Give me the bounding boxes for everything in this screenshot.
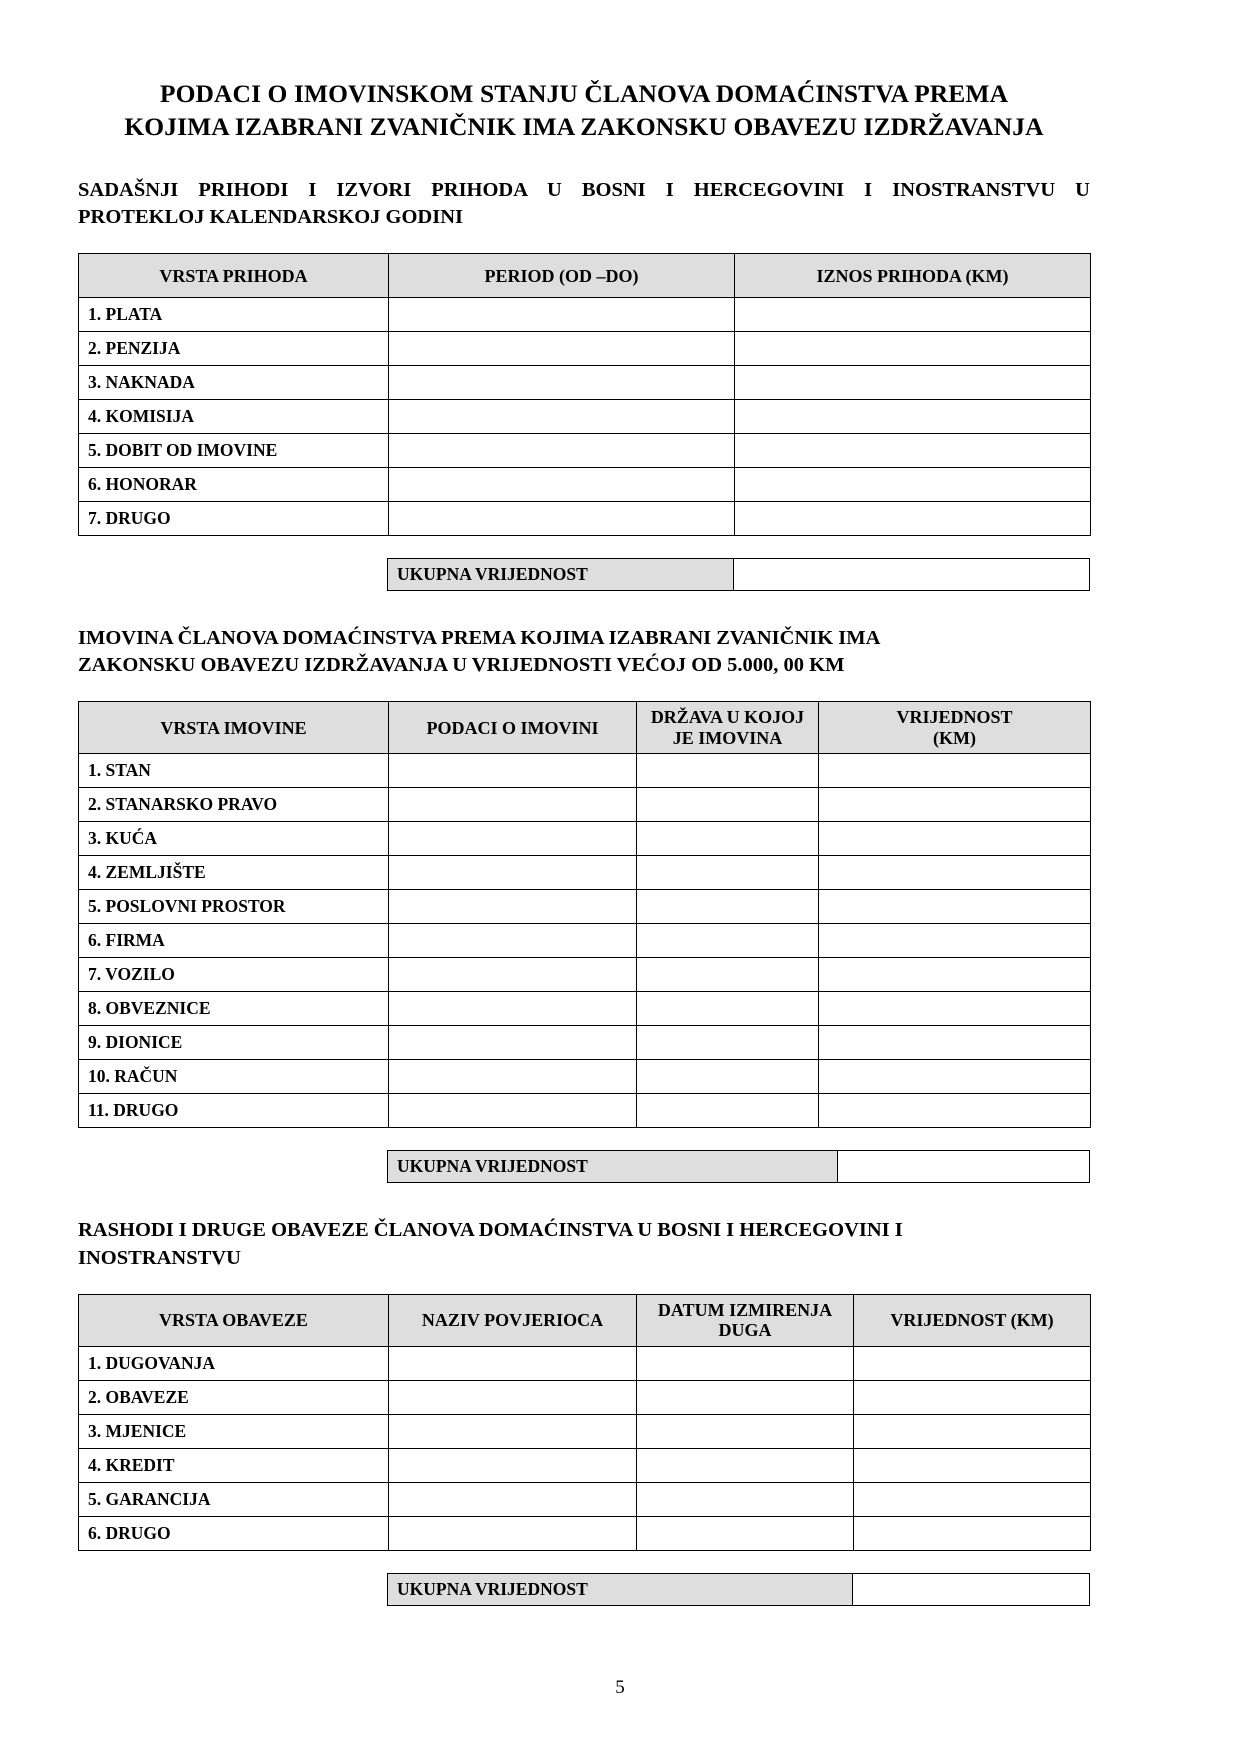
income-cell-period[interactable] — [389, 332, 735, 366]
table-row — [79, 366, 1091, 400]
income-cell-amount[interactable] — [735, 366, 1091, 400]
property-cell-details[interactable] — [389, 924, 637, 958]
property-cell-value[interactable] — [819, 754, 1091, 788]
liabilities-cell-due-date[interactable] — [637, 1380, 854, 1414]
liabilities-col-due-date — [637, 1294, 854, 1346]
income-cell-period[interactable] — [389, 400, 735, 434]
property-row-label: 2. STANARSKO PRAVO — [79, 788, 389, 822]
property-cell-details[interactable] — [389, 856, 637, 890]
liabilities-cell-due-date[interactable] — [637, 1516, 854, 1550]
property-row-label: 3. KUĆA — [79, 822, 389, 856]
liabilities-cell-due-date[interactable] — [637, 1448, 854, 1482]
property-cell-details[interactable] — [389, 1060, 637, 1094]
income-row-label: 5. DOBIT OD IMOVINE — [79, 434, 389, 468]
income-cell-period[interactable] — [389, 434, 735, 468]
income-row-label: 7. DRUGO — [79, 502, 389, 536]
section-heading-liabilities — [78, 1217, 1090, 1271]
liabilities-cell-due-date[interactable] — [637, 1414, 854, 1448]
income-table — [78, 253, 1091, 536]
liabilities-col-value-line-1: VRIJEDNOST (KM) — [890, 1309, 1054, 1330]
income-cell-period[interactable] — [389, 298, 735, 332]
income-total-value[interactable] — [734, 559, 1090, 591]
income-row-label: 6. HONORAR — [79, 468, 389, 502]
section-heading-liabilities-line-1: RASHODI I DRUGE OBAVEZE ČLANOVA DOMAĆINSTVA U BOSNI I HERCEGOVINI I — [78, 1219, 903, 1242]
property-col-country — [637, 702, 819, 754]
property-total-wrap — [78, 1150, 1090, 1183]
income-table-header-row — [79, 254, 1091, 298]
income-total-row — [388, 559, 1090, 591]
property-row-label: 5. POSLOVNI PROSTOR — [79, 890, 389, 924]
property-cell-details[interactable] — [389, 788, 637, 822]
property-cell-value[interactable] — [819, 856, 1091, 890]
liabilities-cell-value[interactable] — [854, 1448, 1091, 1482]
liabilities-row-label: 5. GARANCIJA — [79, 1482, 389, 1516]
property-col-value-line-2: (KM) — [933, 727, 976, 748]
page-number: 5 — [615, 1677, 625, 1698]
property-row-label: 8. OBVEZNICE — [79, 992, 389, 1026]
income-cell-period[interactable] — [389, 366, 735, 400]
table-row — [79, 1346, 1091, 1380]
liabilities-col-value — [854, 1294, 1091, 1346]
income-row-label: 4. KOMISIJA — [79, 400, 389, 434]
income-col-type: VRSTA PRIHODA — [79, 254, 389, 298]
income-cell-amount[interactable] — [735, 434, 1091, 468]
property-row-label: 9. DIONICE — [79, 1026, 389, 1060]
income-row-label: 1. PLATA — [79, 298, 389, 332]
section-heading-income — [78, 177, 1090, 231]
liabilities-total-table — [387, 1573, 1090, 1606]
liabilities-cell-value[interactable] — [854, 1380, 1091, 1414]
liabilities-cell-creditor[interactable] — [389, 1516, 637, 1550]
property-cell-country[interactable] — [637, 856, 819, 890]
table-row — [79, 1482, 1091, 1516]
property-cell-value[interactable] — [819, 1060, 1091, 1094]
property-col-value — [819, 702, 1091, 754]
liabilities-cell-creditor[interactable] — [389, 1414, 637, 1448]
liabilities-row-label: 2. OBAVEZE — [79, 1380, 389, 1414]
table-row — [79, 502, 1091, 536]
section-heading-liabilities-line-2: INOSTRANSTVU — [78, 1246, 241, 1269]
property-row-label: 1. STAN — [79, 754, 389, 788]
table-row — [79, 468, 1091, 502]
liabilities-cell-creditor[interactable] — [389, 1346, 637, 1380]
liabilities-col-creditor-line-1: NAZIV POVJERIOCA — [421, 1309, 604, 1330]
page-title-line-1: PODACI O IMOVINSKOM STANJU ČLANOVA DOMAĆINSTVA PREMA — [159, 79, 1009, 108]
page-title — [78, 78, 1090, 143]
table-row — [79, 754, 1091, 788]
table-row — [79, 1448, 1091, 1482]
income-cell-amount[interactable] — [735, 332, 1091, 366]
property-cell-country[interactable] — [637, 754, 819, 788]
property-col-type-line-1: VRSTA IMOVINE — [160, 717, 307, 738]
income-cell-amount[interactable] — [735, 468, 1091, 502]
liabilities-cell-due-date[interactable] — [637, 1346, 854, 1380]
property-total-table — [387, 1150, 1090, 1183]
property-cell-value[interactable] — [819, 788, 1091, 822]
liabilities-cell-value[interactable] — [854, 1414, 1091, 1448]
table-row — [79, 298, 1091, 332]
income-cell-amount[interactable] — [735, 502, 1091, 536]
property-table — [78, 701, 1091, 1128]
property-col-country-line-2: JE IMOVINA — [672, 727, 783, 748]
property-cell-country[interactable] — [637, 788, 819, 822]
income-cell-period[interactable] — [389, 502, 735, 536]
property-table-header-row — [79, 702, 1091, 754]
table-row — [79, 1414, 1091, 1448]
liabilities-row-label: 4. KREDIT — [79, 1448, 389, 1482]
property-cell-country[interactable] — [637, 958, 819, 992]
page-title-line-2: KOJIMA IZABRANI ZVANIČNIK IMA ZAKONSKU OBAVEZU IZDRŽAVANJA — [124, 111, 1044, 141]
liabilities-cell-creditor[interactable] — [389, 1448, 637, 1482]
property-row-label: 6. FIRMA — [79, 924, 389, 958]
table-row — [79, 1060, 1091, 1094]
property-cell-details[interactable] — [389, 992, 637, 1026]
property-row-label: 10. RAČUN — [79, 1060, 389, 1094]
table-row — [79, 856, 1091, 890]
section-heading-property — [78, 625, 1090, 679]
property-total-label: UKUPNA VRIJEDNOST — [388, 1151, 838, 1183]
section-heading-income-line-2: PROTEKLOJ KALENDARSKOJ GODINI — [78, 206, 463, 229]
liabilities-row-label: 6. DRUGO — [79, 1516, 389, 1550]
liabilities-cell-value[interactable] — [854, 1482, 1091, 1516]
liabilities-total-row — [388, 1573, 1090, 1605]
liabilities-cell-value[interactable] — [854, 1516, 1091, 1550]
table-row — [79, 1516, 1091, 1550]
property-cell-details[interactable] — [389, 754, 637, 788]
property-cell-details[interactable] — [389, 1026, 637, 1060]
table-row — [79, 958, 1091, 992]
income-row-label: 3. NAKNADA — [79, 366, 389, 400]
income-total-label: UKUPNA VRIJEDNOST — [388, 559, 734, 591]
property-cell-details[interactable] — [389, 1094, 637, 1128]
property-cell-details[interactable] — [389, 890, 637, 924]
liabilities-total-label: UKUPNA VRIJEDNOST — [388, 1573, 853, 1605]
property-cell-country[interactable] — [637, 992, 819, 1026]
liabilities-cell-creditor[interactable] — [389, 1482, 637, 1516]
property-cell-country[interactable] — [637, 924, 819, 958]
property-col-details — [389, 702, 637, 754]
property-col-country-line-1: DRŽAVA U KOJOJ — [650, 707, 805, 728]
table-row — [79, 400, 1091, 434]
property-row-label: 7. VOZILO — [79, 958, 389, 992]
liabilities-cell-value[interactable] — [854, 1346, 1091, 1380]
liabilities-total-wrap — [78, 1573, 1090, 1606]
liabilities-table-header-row — [79, 1294, 1091, 1346]
table-row — [79, 1380, 1091, 1414]
table-row — [79, 1094, 1091, 1128]
table-row — [79, 890, 1091, 924]
liabilities-col-due-date-line-2: DUGA — [718, 1320, 772, 1341]
income-row-label: 2. PENZIJA — [79, 332, 389, 366]
property-cell-country[interactable] — [637, 822, 819, 856]
table-row — [79, 788, 1091, 822]
liabilities-col-type-line-1: VRSTA OBAVEZE — [159, 1309, 308, 1330]
income-col-period: PERIOD (OD –DO) — [389, 254, 735, 298]
property-row-label: 11. DRUGO — [79, 1094, 389, 1128]
property-col-details-line-1: PODACI O IMOVINI — [426, 717, 599, 738]
liabilities-col-due-date-line-1: DATUM IZMIRENJA — [657, 1299, 833, 1320]
property-cell-country[interactable] — [637, 1060, 819, 1094]
liabilities-row-label: 1. DUGOVANJA — [79, 1346, 389, 1380]
table-row — [79, 1026, 1091, 1060]
income-total-table — [387, 558, 1090, 591]
table-row — [79, 434, 1091, 468]
property-cell-value[interactable] — [819, 1026, 1091, 1060]
property-cell-country[interactable] — [637, 1094, 819, 1128]
property-cell-value[interactable] — [819, 1094, 1091, 1128]
property-cell-details[interactable] — [389, 822, 637, 856]
table-row — [79, 822, 1091, 856]
property-cell-value[interactable] — [819, 924, 1091, 958]
property-cell-country[interactable] — [637, 890, 819, 924]
liabilities-cell-due-date[interactable] — [637, 1482, 854, 1516]
table-row — [79, 332, 1091, 366]
income-cell-amount[interactable] — [735, 400, 1091, 434]
property-cell-value[interactable] — [819, 958, 1091, 992]
income-total-wrap — [78, 558, 1090, 591]
income-col-amount: IZNOS PRIHODA (KM) — [735, 254, 1091, 298]
liabilities-col-type — [79, 1294, 389, 1346]
property-cell-value[interactable] — [819, 822, 1091, 856]
income-cell-period[interactable] — [389, 468, 735, 502]
property-cell-country[interactable] — [637, 1026, 819, 1060]
liabilities-cell-creditor[interactable] — [389, 1380, 637, 1414]
property-cell-details[interactable] — [389, 958, 637, 992]
section-heading-property-line-1: IMOVINA ČLANOVA DOMAĆINSTVA PREMA KOJIMA IZABRANI ZVANIČNIK IMA — [78, 627, 881, 650]
property-total-value[interactable] — [838, 1151, 1090, 1183]
table-row — [79, 924, 1091, 958]
section-heading-income-line-1: SADAŠNJI PRIHODI I IZVORI PRIHODA U BOSNI I HERCEGOVINI I INOSTRANSTVU U — [78, 179, 1090, 202]
property-row-label: 4. ZEMLJIŠTE — [79, 856, 389, 890]
table-row — [79, 992, 1091, 1026]
liabilities-col-creditor — [389, 1294, 637, 1346]
property-total-row — [388, 1151, 1090, 1183]
liabilities-total-value[interactable] — [853, 1573, 1090, 1605]
property-cell-value[interactable] — [819, 890, 1091, 924]
liabilities-table — [78, 1294, 1091, 1551]
property-col-type — [79, 702, 389, 754]
property-cell-value[interactable] — [819, 992, 1091, 1026]
income-cell-amount[interactable] — [735, 298, 1091, 332]
property-col-value-line-1: VRIJEDNOST — [896, 707, 1013, 728]
liabilities-row-label: 3. MJENICE — [79, 1414, 389, 1448]
section-heading-property-line-2: ZAKONSKU OBAVEZU IZDRŽAVANJA U VRIJEDNOSTI VEĆOJ OD 5.000, 00 KM — [78, 654, 845, 677]
